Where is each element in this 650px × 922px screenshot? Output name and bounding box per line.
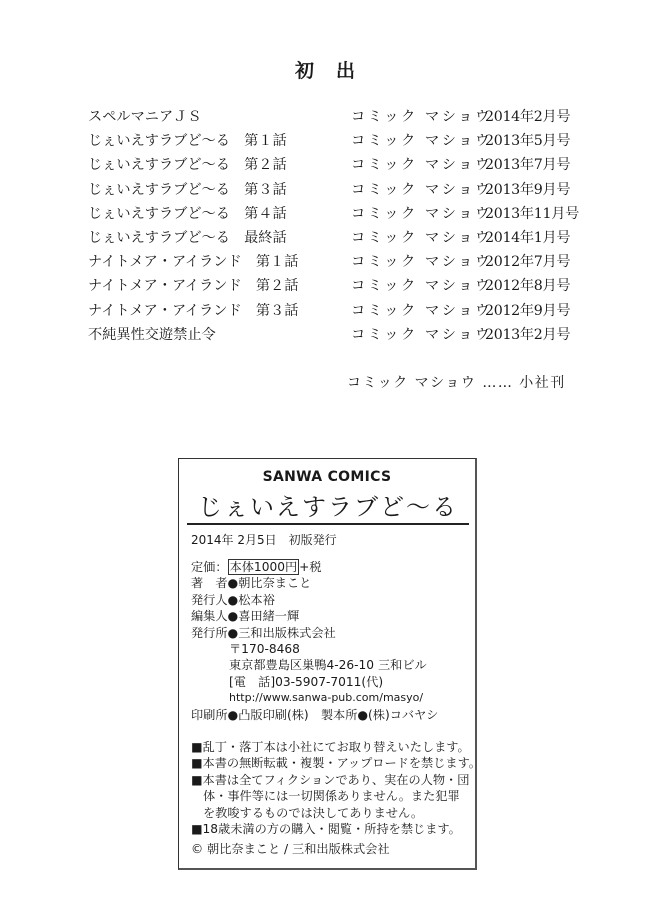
- work-title: 不純異性交遊禁止令: [88, 326, 216, 343]
- magazine-name: コミック マショウ: [351, 254, 492, 271]
- list-item: [88, 274, 608, 298]
- colophon-box: [178, 458, 481, 870]
- publication-date: 2014年 2月5日 初版発行: [191, 533, 337, 547]
- magazine-name: コミック マショウ: [351, 229, 492, 246]
- work-title: じぇいえすラブど〜る 第３話: [88, 181, 287, 198]
- issue-date: 2012年7月号: [485, 254, 571, 271]
- magazine-name: コミック マショウ: [351, 109, 492, 125]
- price-line: [191, 559, 471, 575]
- phone: [電 話]03-5907-7011(代): [229, 674, 384, 689]
- list-item: [88, 129, 608, 153]
- editor-line: 編集人●喜田緒一輝: [191, 609, 300, 624]
- notice-item: ■乱丁・落丁本は小社にてお取り替えいたします。: [191, 740, 470, 754]
- list-item: [88, 178, 608, 202]
- page-title: 初出: [294, 60, 377, 82]
- list-item: [88, 153, 608, 177]
- list-item: [88, 105, 608, 129]
- publisher-note: コミック マショウ …… 小社刊: [347, 375, 566, 391]
- colophon-info: [191, 559, 471, 723]
- price-value: 本体1000円: [229, 560, 298, 574]
- work-title: ナイトメア・アイランド 第１話: [88, 254, 299, 271]
- book-title: じぇいえすラブど〜る: [187, 491, 469, 525]
- issue-date: 2013年11月号: [485, 205, 580, 222]
- list-item: [88, 323, 608, 347]
- issue-date: 2013年2月号: [485, 326, 571, 343]
- magazine-name: コミック マショウ: [351, 205, 492, 222]
- work-title: じぇいえすラブど〜る 第４話: [88, 205, 287, 222]
- magazine-name: コミック マショウ: [351, 181, 492, 198]
- series-label: SANWA COMICS: [262, 469, 392, 485]
- price-tax: +税: [299, 560, 322, 574]
- work-title: じぇいえすラブど〜る 第１話: [88, 133, 287, 150]
- work-title: スペルマニアＪＳ: [88, 109, 202, 125]
- notice-item: 体・事件等には一切関係ありません。また犯罪: [203, 789, 460, 804]
- magazine-name: コミック マショウ: [351, 326, 492, 343]
- list-item: [88, 250, 608, 274]
- postal-code: 〒170-8468: [229, 641, 300, 656]
- list-item: [88, 226, 608, 250]
- work-title: ナイトメア・アイランド 第２話: [88, 278, 299, 295]
- list-item: [88, 202, 608, 226]
- work-title: じぇいえすラブど〜る 最終話: [88, 229, 287, 246]
- address: 東京都豊島区巣鴨4-26-10 三和ビル: [229, 658, 427, 673]
- issue-date: 2013年5月号: [485, 133, 571, 150]
- printer-line: 印刷所●凸版印刷(株) 製本所●(株)コバヤシ: [191, 707, 439, 722]
- magazine-name: コミック マショウ: [351, 278, 492, 295]
- publication-list: [88, 105, 608, 347]
- issuer-line: 発行人●松本裕: [191, 592, 275, 607]
- work-title: ナイトメア・アイランド 第３話: [88, 302, 299, 319]
- notice-item: を教唆するものでは決してありません。: [203, 805, 424, 820]
- issue-date: 2014年2月号: [485, 109, 571, 125]
- issue-date: 2012年9月号: [485, 302, 571, 319]
- notices: [191, 739, 481, 837]
- magazine-name: コミック マショウ: [351, 133, 492, 150]
- publisher-line: 発行所●三和出版株式会社: [191, 625, 336, 640]
- copyright: © 朝比奈まこと / 三和出版株式会社: [191, 842, 390, 856]
- work-title: じぇいえすラブど〜る 第２話: [88, 157, 287, 174]
- issue-date: 2013年9月号: [485, 181, 571, 198]
- website-url: http://www.sanwa-pub.com/masyo/: [229, 691, 424, 705]
- issue-date: 2014年1月号: [485, 229, 571, 246]
- magazine-name: コミック マショウ: [351, 157, 492, 174]
- notice-item: ■18歳未満の方の購入・閲覧・所持を禁じます。: [191, 821, 461, 836]
- notice-item: ■本書の無断転載・複製・アップロードを禁じます。: [191, 756, 481, 771]
- notice-item: ■本書は全てフィクションであり、実在の人物・団: [191, 772, 470, 787]
- price-label: 定価：: [191, 560, 228, 574]
- list-item: [88, 299, 608, 323]
- author-line: 著 者●朝比奈まこと: [191, 576, 312, 591]
- issue-date: 2013年7月号: [485, 157, 571, 174]
- issue-date: 2012年8月号: [485, 278, 571, 295]
- magazine-name: コミック マショウ: [351, 302, 492, 319]
